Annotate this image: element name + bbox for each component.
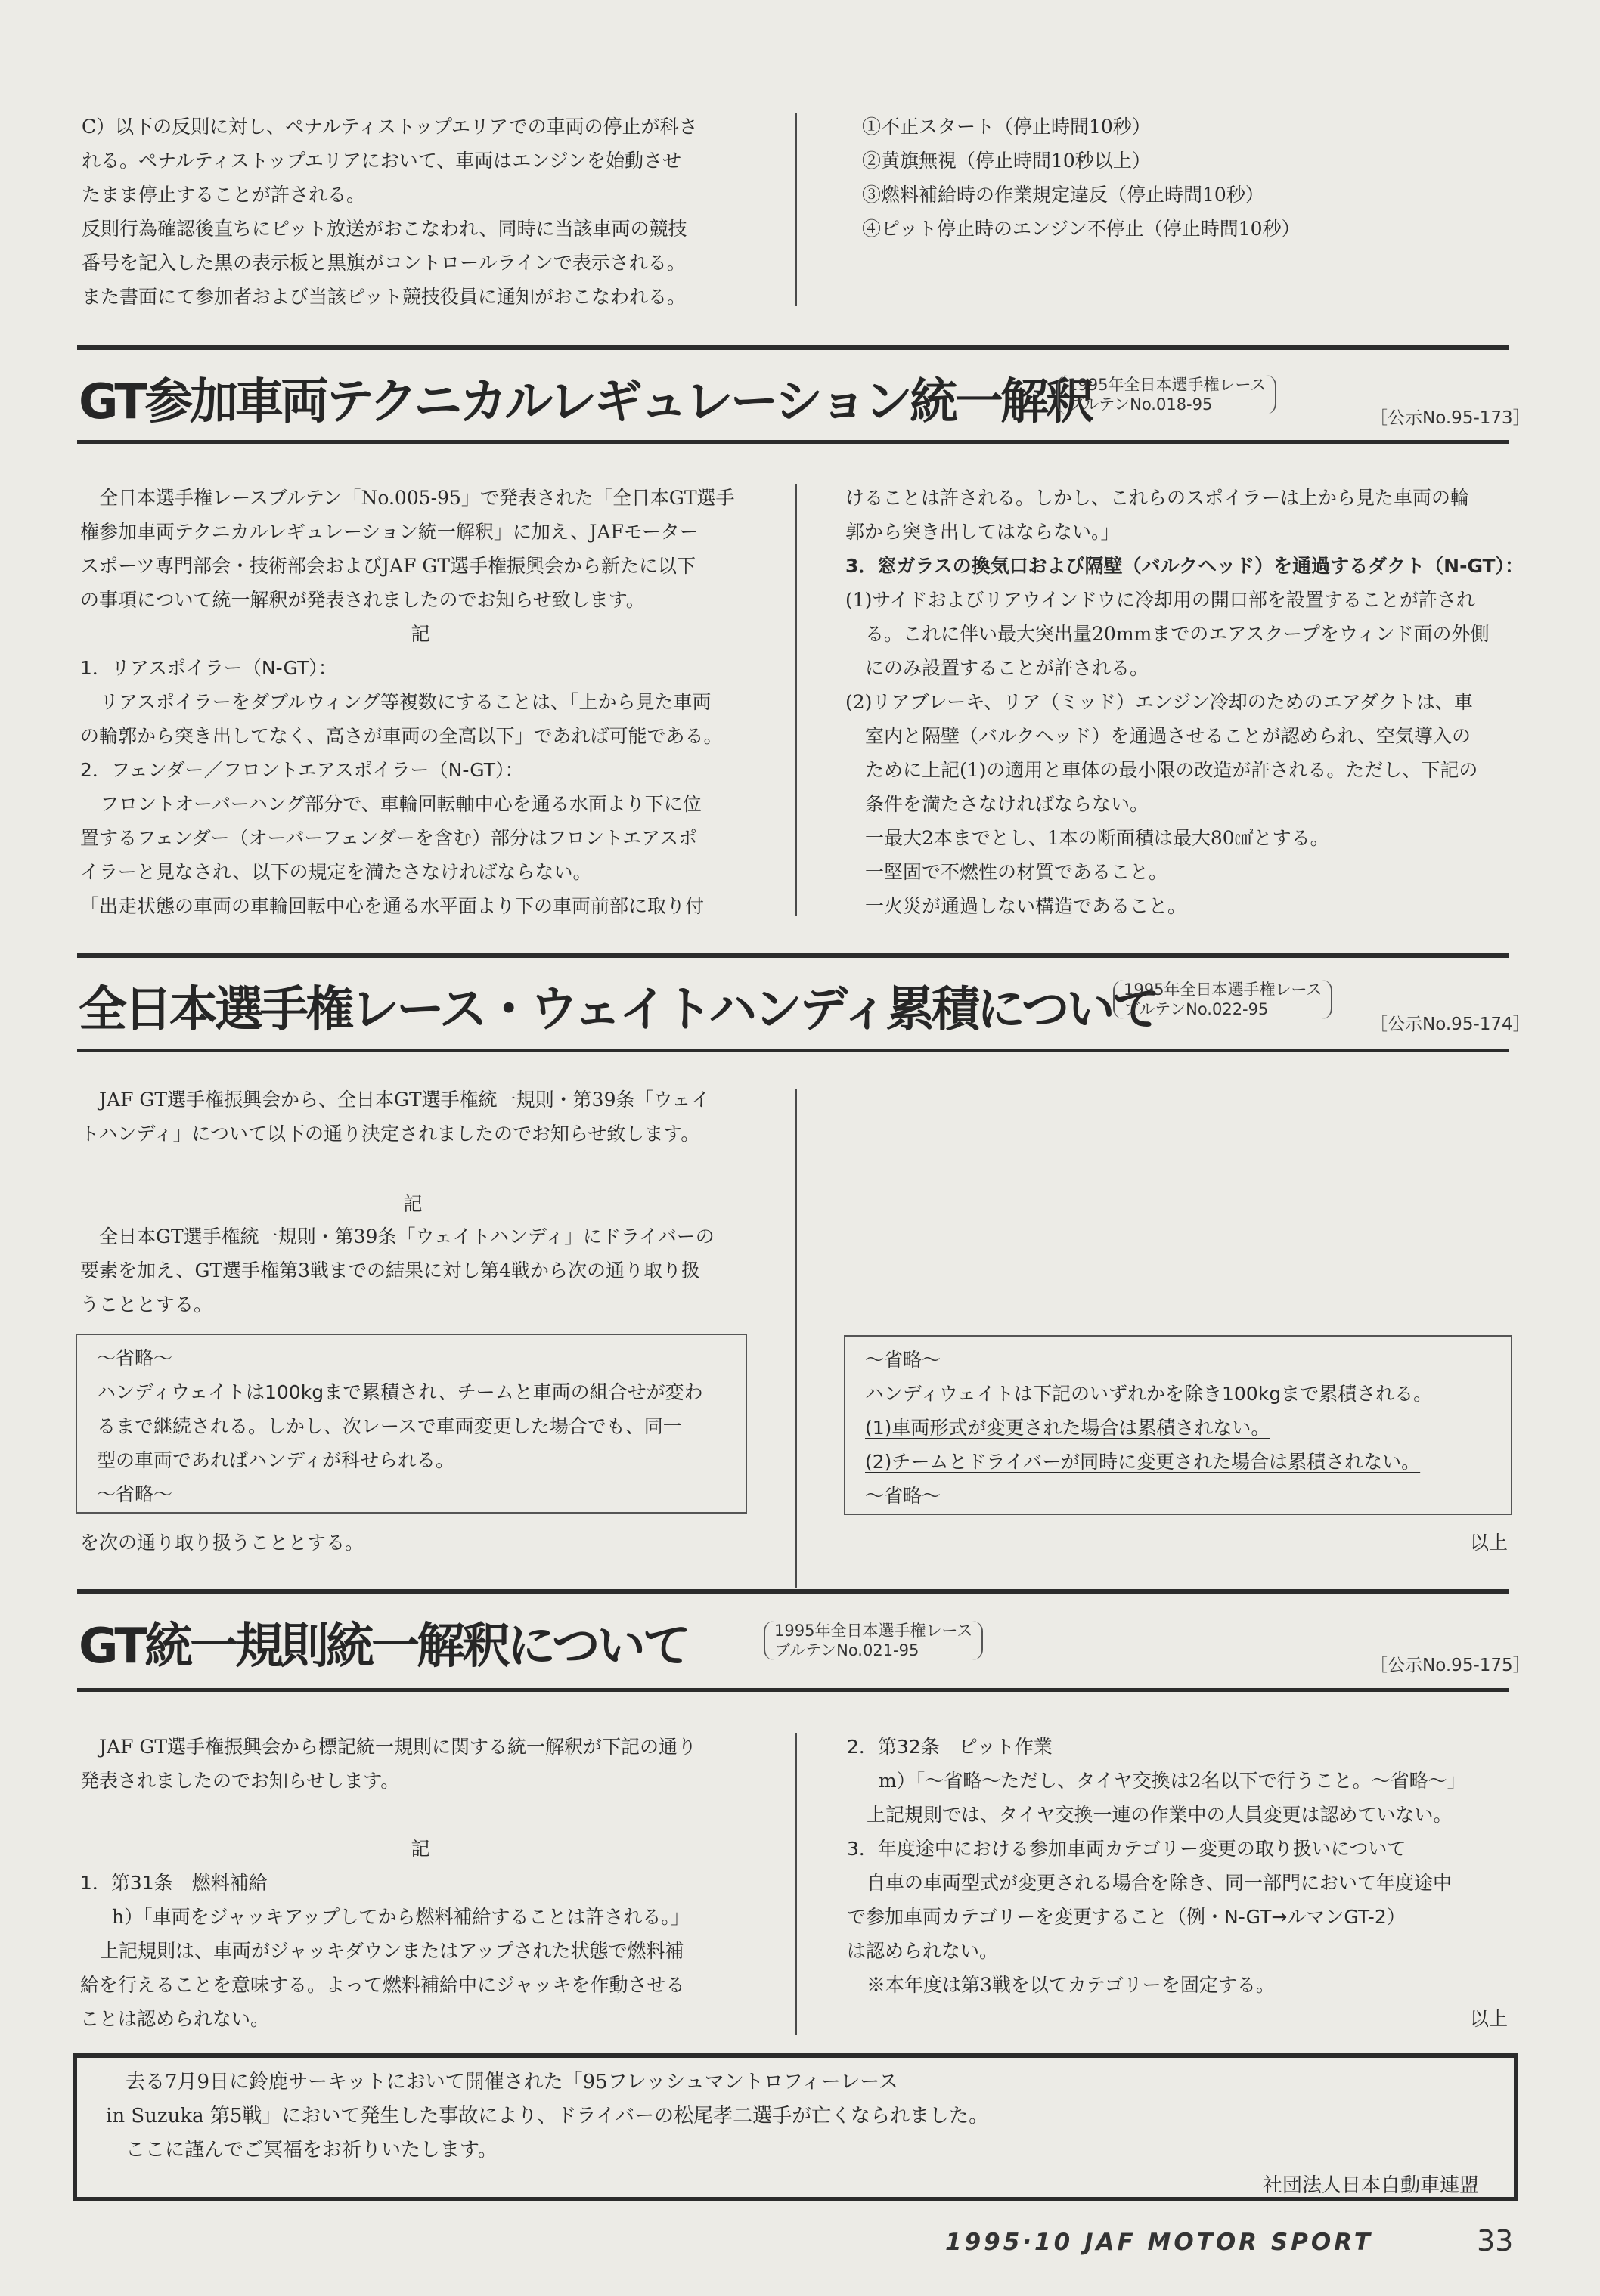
section1-bulletin <box>1057 375 1276 414</box>
section3-code: ［公示No.95-175］ <box>1370 1656 1530 1675</box>
text-line: 権参加車両テクニカルレギュレーション統一解釈」に加え、JAFモーター <box>80 521 699 543</box>
section2-ki: 記 <box>403 1193 423 1215</box>
section3-bottom-bar <box>77 1688 1509 1692</box>
text-line: 給を行えることを意味する。よって燃料補給中にジャッキを作動させる <box>80 1974 685 1996</box>
text-line: スポーツ専門部会・技術部会およびJAF GT選手権振興会から新たに以下 <box>80 555 696 577</box>
section2-bulletin-line1: 1995年全日本選手権レース <box>1124 981 1322 999</box>
text-line: るまで継続される。しかし、次レースで車両変更した場合でも、同一 <box>97 1415 682 1437</box>
footer-magazine: 1995·10 JAF MOTOR SPORT <box>945 2229 1373 2256</box>
text-line: 自車の車両型式が変更される場合を除き、同一部門において年度途中 <box>867 1872 1453 1894</box>
text-line: の事項について統一解釈が発表されましたのでお知らせ致します。 <box>80 589 645 611</box>
text-line: は認められない。 <box>847 1940 999 1962</box>
text-line: 置するフェンダー（オーバーフェンダーを含む）部分はフロントエアスポ <box>80 827 698 849</box>
text-line: 〜省略〜 <box>97 1347 173 1369</box>
text-line: リアスポイラーをダブルウィング等複数にすることは、「上から見た車両 <box>100 691 712 713</box>
text-line: 「出走状態の車両の車輪回転中心を通る水平面より下の車両前部に取り付 <box>80 895 705 917</box>
section3-bulletin-line2: ブルテンNo.021-95 <box>774 1641 919 1659</box>
section2-left-box <box>76 1334 747 1514</box>
intro-line: JAF GT選手権振興会から、全日本GT選手権統一規則・第39条「ウェイ <box>80 1089 710 1111</box>
section2-body <box>80 1219 761 1322</box>
section1-bottom-bar <box>77 440 1509 444</box>
text-line: 郭から突き出してはならない。」 <box>845 521 1120 543</box>
text-line: (1)サイドおよびリアウインドウに冷却用の開口部を設置することが許され <box>845 589 1475 611</box>
section1-bulletin-line2: ブルテンNo.018-95 <box>1068 395 1213 414</box>
text-line: れる。ペナルティストップエリアにおいて、車両はエンジンを始動させ <box>82 150 682 172</box>
text-line: h）「車両をジャッキアップしてから燃料補給することは許される。」 <box>112 1906 690 1928</box>
text-line: 番号を記入した黒の表示板と黒旗がコントロールラインで表示される。 <box>82 252 686 274</box>
text-line: 上記規則では、タイヤ交換一連の作業中の人員変更は認めていない。 <box>867 1804 1453 1826</box>
text-line: 〜省略〜 <box>97 1483 173 1505</box>
notice-line: in Suzuka 第5戦」において発生した事故により、ドライバーの松尾孝二選手が亡くなられました。 <box>106 2105 989 2127</box>
text-line: m）「〜省略〜ただし、タイヤ交換は2名以下で行うこと。〜省略〜」 <box>879 1770 1466 1792</box>
text-line: ②黄旗無視（停止時間10秒以上） <box>862 150 1151 172</box>
text-line: 一堅固で不燃性の材質であること。 <box>865 861 1168 883</box>
text-line: ことは認められない。 <box>80 2008 270 2030</box>
section3-right-column <box>847 1730 1520 2002</box>
section3-bulletin-line1: 1995年全日本選手権レース <box>774 1622 973 1640</box>
section1-code: ［公示No.95-173］ <box>1370 408 1530 428</box>
text-line: (2)リアブレーキ、リア（ミッド）エンジン冷却のためのエアダクトは、車 <box>845 691 1473 713</box>
memorial-notice <box>73 2053 1518 2201</box>
top-left-column <box>82 110 747 314</box>
section2-top-bar <box>77 953 1509 958</box>
body-line: うこととする。 <box>80 1294 213 1315</box>
text-line: 〜省略〜 <box>865 1485 941 1507</box>
section3-left-column <box>80 1730 761 2036</box>
text-line: 〜省略〜 <box>865 1349 941 1371</box>
text-line: また書面にて参加者および当該ピット競技役員に通知がおこなわれる。 <box>82 286 687 308</box>
text-line: フロントオーバーハング部分で、車輪回転軸中心を通る水面より下に位 <box>100 793 702 815</box>
text-line: 一最大2本までとし、1本の断面積は最大80㎠とする。 <box>865 827 1329 849</box>
text-line: 1．第31条 燃料補給 <box>80 1872 268 1894</box>
text-line: ために上記(1)の適用と車体の最小限の改造が許される。ただし、下記の <box>865 759 1478 781</box>
section1-column-divider <box>795 484 797 916</box>
text-line: 反則行為確認後直ちにピット放送がおこなわれ、同時に当該車両の競技 <box>82 218 687 240</box>
text-line: 室内と隔壁（バルクヘッド）を通過させることが認められ、空気導入の <box>865 725 1471 747</box>
page-number: 33 <box>1477 2224 1514 2257</box>
text-line: 型の車両であればハンディが科せられる。 <box>97 1449 455 1471</box>
section1-left-column <box>80 481 761 923</box>
text-line: ④ピット停止時のエンジン不停止（停止時間10秒） <box>862 218 1301 240</box>
text-line: の輪郭から突き出してなく、高さが車両の全高以下」であれば可能である。 <box>80 725 723 747</box>
text-line: C）以下の反則に対し、ペナルティストップエリアでの車両の停止が科さ <box>82 116 698 138</box>
section3-bulletin <box>764 1621 983 1660</box>
notice-line: ここに謹んでご冥福をお祈りいたします。 <box>106 2139 498 2161</box>
body-line: 要素を加え、GT選手権第3戦までの結果に対し第4戦から次の通り取り扱 <box>80 1260 700 1281</box>
text-line: イラーと見なされ、以下の規定を満たさなければならない。 <box>80 861 592 883</box>
text-line: 2．第32条 ピット作業 <box>847 1736 1053 1758</box>
intro-line: トハンディ」について以下の通り決定されましたのでお知らせ致します。 <box>80 1123 700 1145</box>
text-line: (2)チームとドライバーが同時に変更された場合は累積されない。 <box>865 1451 1421 1473</box>
section2-column-divider <box>795 1089 797 1588</box>
section3-column-divider <box>795 1733 797 2035</box>
text-line: 1．リアスポイラー（N-GT）： <box>80 657 337 679</box>
section2-bottom-bar <box>77 1049 1509 1052</box>
text-line: で参加車両カテゴリーを変更すること（例・N-GT→ルマンGT-2） <box>847 1906 1406 1928</box>
text-line: 3．年度途中における参加車両カテゴリー変更の取り扱いについて <box>847 1838 1406 1860</box>
text-line: ※本年度は第3戦を以てカテゴリーを固定する。 <box>867 1974 1275 1996</box>
section2-end: 以上 <box>1470 1532 1509 1554</box>
text-line: ①不正スタート（停止時間10秒） <box>862 116 1151 138</box>
text-line: 一火災が通過しない構造であること。 <box>865 895 1187 917</box>
section2-bulletin-line2: ブルテンNo.022-95 <box>1124 1000 1269 1018</box>
section2-intro <box>80 1083 761 1151</box>
text-line: 記 <box>411 1838 430 1860</box>
text-line: ③燃料補給時の作業規定違反（停止時間10秒） <box>862 184 1264 206</box>
section1-top-bar <box>77 345 1509 350</box>
section2-after-box: を次の通り取り扱うこととする。 <box>80 1532 364 1554</box>
text-line: ハンディウェイトは下記のいずれかを除き100kgまで累積される。 <box>865 1383 1433 1405</box>
section3-title: GT統一規則統一解釈について <box>79 1619 688 1675</box>
text-line: 発表されましたのでお知らせします。 <box>80 1770 400 1792</box>
section2-right-box <box>844 1335 1512 1515</box>
notice-signature: 社団法人日本自動車連盟 <box>1262 2174 1479 2197</box>
text-line: ハンディウェイトは100kgまで累積され、チームと車両の組合せが変わ <box>97 1381 703 1403</box>
text-line: 上記規則は、車両がジャッキダウンまたはアップされた状態で燃料補 <box>100 1940 684 1962</box>
text-line: 記 <box>411 623 430 645</box>
text-line: る。これに伴い最大突出量20mmまでのエアスクープをウィンド面の外側 <box>865 623 1490 645</box>
text-line: けることは許される。しかし、これらのスポイラーは上から見た車両の輪 <box>845 487 1470 509</box>
top-right-column <box>862 110 1512 246</box>
section3-end: 以上 <box>1470 2008 1509 2030</box>
text-line: JAF GT選手権振興会から標記統一規則に関する統一解釈が下記の通り <box>80 1736 697 1758</box>
text-line: 2．フェンダー／フロントエアスポイラー（N-GT）： <box>80 759 524 781</box>
section2-bulletin <box>1113 980 1332 1019</box>
section1-right-column <box>845 481 1524 923</box>
section2-title: 全日本選手権レース・ウェイトハンディ累積について <box>79 982 1158 1038</box>
text-line: (1)車両形式が変更された場合は累積されない。 <box>865 1417 1270 1439</box>
section3-top-bar <box>77 1589 1509 1594</box>
section2-code: ［公示No.95-174］ <box>1370 1015 1530 1034</box>
notice-line: 去る7月9日に鈴鹿サーキットにおいて開催された「95フレッシュマントロフィーレース <box>106 2071 898 2093</box>
text-line <box>80 1798 761 1832</box>
section1-title: GT参加車両テクニカルレギュレーション統一解釈 <box>79 374 1092 430</box>
text-line: 条件を満たさなければならない。 <box>865 793 1149 815</box>
text-line: 全日本選手権レースブルテン「No.005-95」で発表された「全日本GT選手 <box>80 487 735 509</box>
text-line: 3．窓ガラスの換気口および隔壁（バルクヘッド）を通過するダクト（N-GT）： <box>845 555 1524 577</box>
body-line: 全日本GT選手権統一規則・第39条「ウェイトハンディ」にドライバーの <box>80 1225 715 1247</box>
text-line: たまま停止することが許される。 <box>82 184 366 206</box>
section1-bulletin-line1: 1995年全日本選手権レース <box>1068 376 1267 394</box>
column-divider <box>795 113 797 306</box>
text-line: にのみ設置することが許される。 <box>865 657 1149 679</box>
